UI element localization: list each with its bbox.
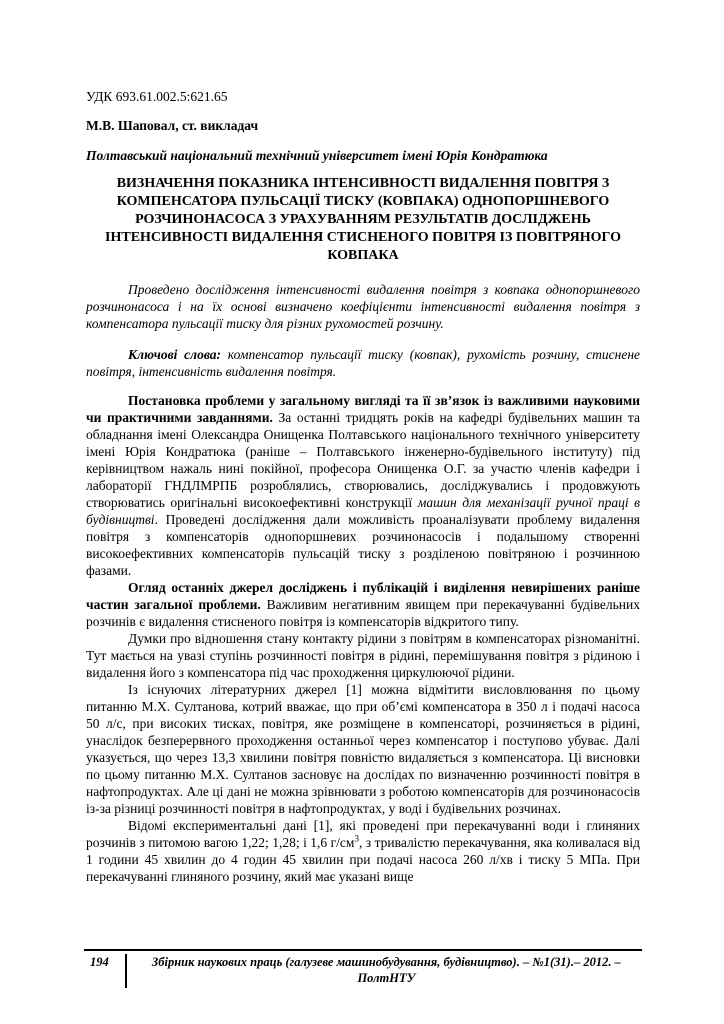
text-run: Постановка проблеми у загальному вигляді та її зв’язок із важливими науковими чи практичними завданнями. xyxy=(86,393,640,425)
journal-citation: Збірник наукових праць (галузеве машинобудування, будівництво). – №1(31).– 2012. – ПолтНТУ xyxy=(151,955,621,985)
paragraph xyxy=(86,817,640,885)
keywords-text: компенсатор пульсації тиску (ковпак), рухомість розчину, стиснене повітря, інтенсивність видалення повітря. xyxy=(86,347,641,379)
affiliation-line: Полтавський національний технічний університет імені Юрія Кондратюка xyxy=(86,148,548,163)
text-run: Із існуючих літературних джерел [1] можна відмітити висловлювання по цьому питанню М.Х. Султанова, котрий вважає, що при об’ємі компенсатора в 350 л і подачі насоса 50 л/с, при високих тисках, повітря, яке розміщене в компенсаторі, розчиняється в рідині, унаслідок безперервного проходження останньої через компенсатор і поступово убуває. Далі указується, що через 13,3 хвилини повітря повністю видаляється з компенсатора. Ці висновки по цьому питанню М.Х. Султанов засновує на дослідах по визначенню розчинності повітря в нафтопродуктах. Але ці дані не можна зрівнювати з роботою компенсаторів для розчинонасосів із-за різниці розчинності повітря в нафтопродуктах, у воді і будівельних розчинах. xyxy=(86,682,640,816)
text-run: Думки про відношення стану контакту рідини з повітрям в компенсаторах різноманітні. Тут мається на увазі ступінь розчинності повітря в рідині, перемішування повітря з рідиною і видалення його з компенсатора під час проходження циркулюючої рідини. xyxy=(86,631,640,680)
udc-code: УДК 693.61.002.5:621.65 xyxy=(86,89,228,104)
page-footer xyxy=(84,949,642,988)
paragraph xyxy=(86,630,640,681)
text-run: Важливим негативним явищем при перекачуванні будівельних розчинів є видалення стисненого повітря із компенсаторів відкритого типу. xyxy=(86,597,641,629)
text-run: . Проведені дослідження дали можливість проаналізувати проблему видалення повітря з компенсаторів однопоршневих розчинонасосів і подальшому створенні високоефективних компенсаторів пульсацій тиску з розділеною повітряною і розчинною фазами. xyxy=(86,512,640,578)
paragraph xyxy=(86,681,640,817)
text-run: Відомі експериментальні дані [1], які проведені при перекачуванні води і глиняних розчинів з питомою вагою 1,22; 1,28; і 1,6 г/см xyxy=(86,818,640,850)
text-run: За останні тридцять років на кафедрі будівельних машин та обладнання імені Олександра Онищенка Полтавського національного технічного університету імені Юрія Кондратюка (раніше – Полтавського інженерно-будівельного інституту) під керівництвом нажаль нині покійної, професора Онищенка О.Г. за участю членів кафедри і лабораторії ГНДЛМРПБ розроблялись, створювались, досліджувались і продовжують створюватись оригінальні високоефективні конструкції xyxy=(86,410,640,510)
text-run: , з тривалістю перекачування, яка коливалася від 1 години 45 хвилин до 4 годин 45 хвилин при подачі насоса 260 л/хв і тиску 5 МПа. При перекачуванні глиняного розчину, який має указані вище xyxy=(86,835,640,884)
text-run: машин для механізації ручної праці в будівництві xyxy=(86,495,640,527)
abstract-paragraph: Проведено дослідження інтенсивності видалення повітря з ковпака однопоршневого розчинонасоса і на їх основі визначено коефіцієнти інтенсивності видалення повітря з компенсатора пульсації тиску для різних рухомостей розчину. xyxy=(86,282,640,331)
keywords-label: Ключові слова: xyxy=(128,347,222,362)
article-title: ВИЗНАЧЕННЯ ПОКАЗНИКА ІНТЕНСИВНОСТІ ВИДАЛЕННЯ ПОВІТРЯ З КОМПЕНСАТОРА ПУЛЬСАЦІЇ ТИСКУ (КОВПАКА) ОДНОПОРШНЕВОГО РОЗЧИНОНАСОСА З УРАХУВАННЯМ РЕЗУЛЬТАТІВ ДОСЛІДЖЕНЬ ІНТЕНСИВНОСТІ ВИДАЛЕННЯ СТИСНЕНОГО ПОВІТРЯ ІЗ ПОВІТРЯНОГО КОВПАКА xyxy=(105,176,621,263)
author-line: М.В. Шаповал, ст. викладач xyxy=(86,118,259,133)
text-run: Огляд останніх джерел досліджень і публікацій і виділення невирішених раніше частин загальної проблеми. xyxy=(86,580,640,612)
article-body xyxy=(86,392,640,885)
text-run: 3 xyxy=(354,833,359,844)
keywords-paragraph xyxy=(86,346,640,380)
paragraph xyxy=(86,392,640,579)
page-number: 194 xyxy=(90,955,109,969)
paragraph xyxy=(86,579,640,630)
